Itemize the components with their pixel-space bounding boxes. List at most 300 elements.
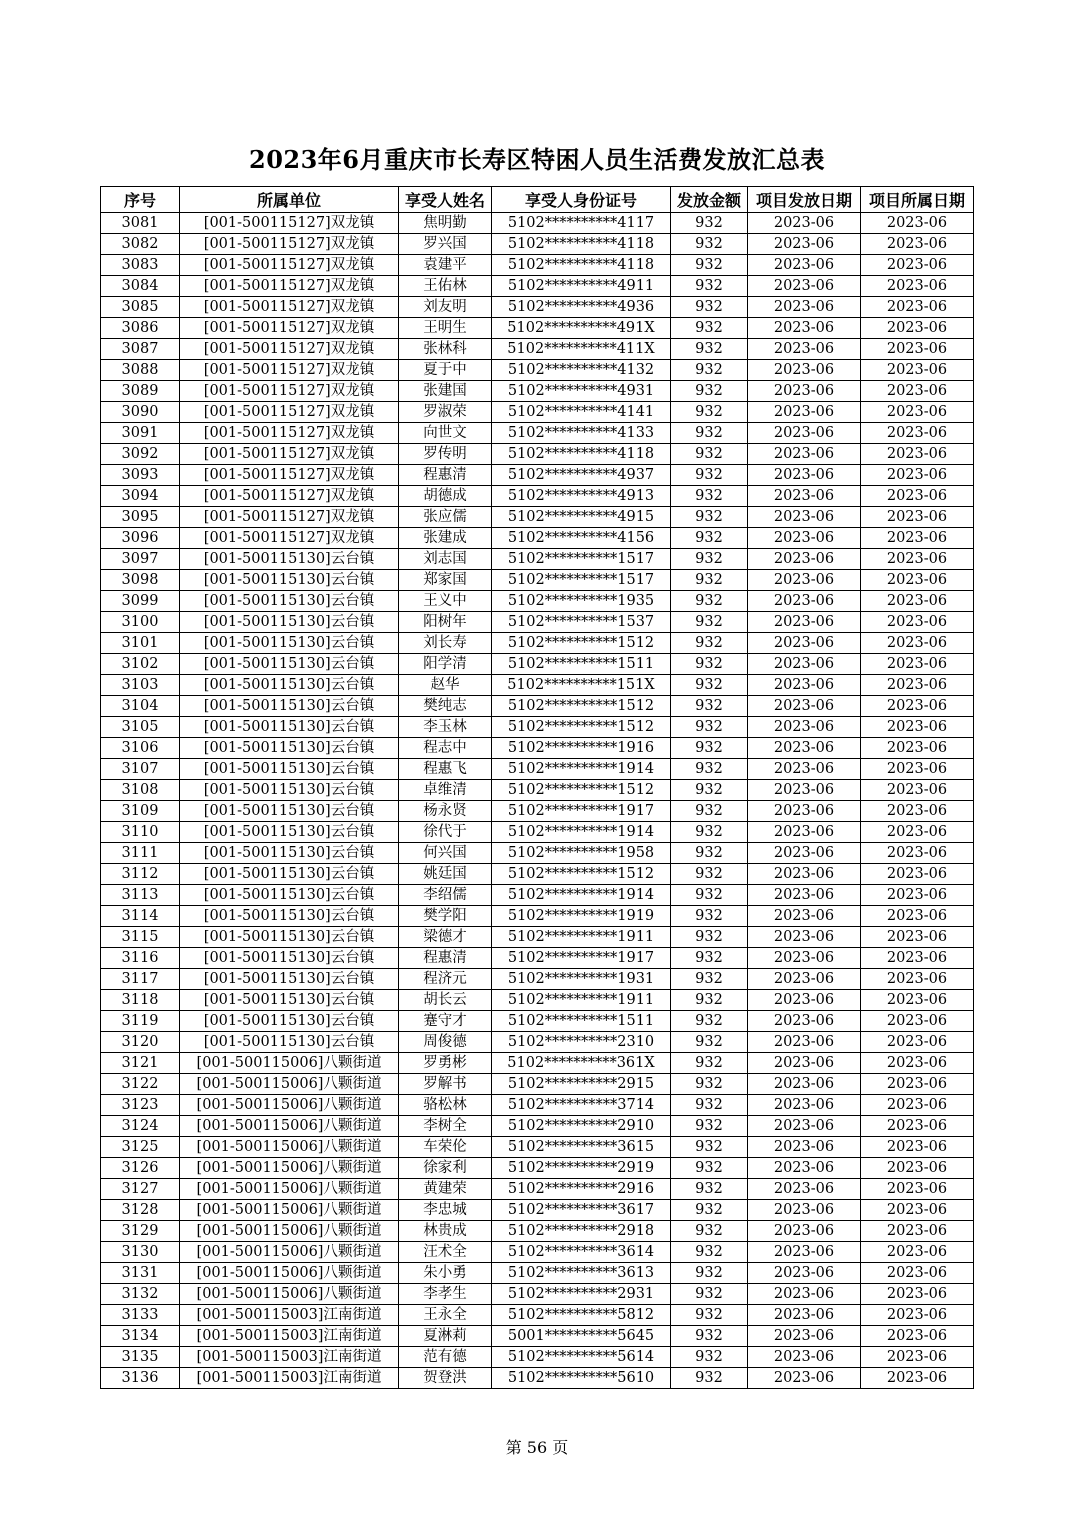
period-date-cell: 2023-06: [861, 948, 974, 969]
table-row: [101, 402, 974, 423]
unit-cell: [001-500115130]云台镇: [180, 633, 399, 654]
issue-date-cell: 2023-06: [748, 591, 861, 612]
table-row: [101, 1074, 974, 1095]
period-date-cell: 2023-06: [861, 696, 974, 717]
table-row: [101, 654, 974, 675]
name-cell: 姚廷国: [399, 864, 492, 885]
unit-cell: [001-500115130]云台镇: [180, 990, 399, 1011]
row-index: 3130: [101, 1242, 180, 1263]
id-number-cell: 5102**********3613: [492, 1263, 671, 1284]
id-number-cell: 5102**********1512: [492, 717, 671, 738]
id-number-cell: 5102**********1517: [492, 549, 671, 570]
row-index: 3124: [101, 1116, 180, 1137]
amount-cell: 932: [671, 318, 748, 339]
amount-cell: 932: [671, 381, 748, 402]
name-cell: 骆松林: [399, 1095, 492, 1116]
unit-cell: [001-500115130]云台镇: [180, 549, 399, 570]
amount-cell: 932: [671, 1368, 748, 1389]
unit-cell: [001-500115130]云台镇: [180, 801, 399, 822]
amount-cell: 932: [671, 1242, 748, 1263]
name-cell: 李孝生: [399, 1284, 492, 1305]
period-date-cell: 2023-06: [861, 381, 974, 402]
unit-cell: [001-500115130]云台镇: [180, 843, 399, 864]
amount-cell: 932: [671, 1011, 748, 1032]
table-row: [101, 1221, 974, 1242]
amount-cell: 932: [671, 465, 748, 486]
unit-cell: [001-500115127]双龙镇: [180, 444, 399, 465]
unit-cell: [001-500115006]八颗街道: [180, 1074, 399, 1095]
period-date-cell: 2023-06: [861, 1137, 974, 1158]
id-number-cell: 5102**********411X: [492, 339, 671, 360]
period-date-cell: 2023-06: [861, 339, 974, 360]
id-number-cell: 5102**********4133: [492, 423, 671, 444]
unit-cell: [001-500115130]云台镇: [180, 717, 399, 738]
id-number-cell: 5102**********2915: [492, 1074, 671, 1095]
row-index: 3085: [101, 297, 180, 318]
column-header: 项目发放日期: [748, 187, 861, 213]
id-number-cell: 5102**********3714: [492, 1095, 671, 1116]
unit-cell: [001-500115003]江南街道: [180, 1368, 399, 1389]
id-number-cell: 5102**********1914: [492, 759, 671, 780]
unit-cell: [001-500115127]双龙镇: [180, 318, 399, 339]
name-cell: 程惠清: [399, 948, 492, 969]
unit-cell: [001-500115127]双龙镇: [180, 234, 399, 255]
id-number-cell: 5102**********1512: [492, 633, 671, 654]
issue-date-cell: 2023-06: [748, 738, 861, 759]
row-index: 3115: [101, 927, 180, 948]
amount-cell: 932: [671, 885, 748, 906]
amount-cell: 932: [671, 969, 748, 990]
period-date-cell: 2023-06: [861, 1263, 974, 1284]
name-cell: 胡德成: [399, 486, 492, 507]
id-number-cell: 5102**********2931: [492, 1284, 671, 1305]
table-row: [101, 297, 974, 318]
table-row: [101, 465, 974, 486]
column-header: 发放金额: [671, 187, 748, 213]
name-cell: 王佑林: [399, 276, 492, 297]
row-index: 3099: [101, 591, 180, 612]
name-cell: 王永全: [399, 1305, 492, 1326]
row-index: 3136: [101, 1368, 180, 1389]
period-date-cell: 2023-06: [861, 759, 974, 780]
period-date-cell: 2023-06: [861, 780, 974, 801]
row-index: 3126: [101, 1158, 180, 1179]
unit-cell: [001-500115127]双龙镇: [180, 402, 399, 423]
id-number-cell: 5102**********4118: [492, 234, 671, 255]
table-row: [101, 591, 974, 612]
id-number-cell: 5102**********1914: [492, 885, 671, 906]
amount-cell: 932: [671, 297, 748, 318]
amount-cell: 932: [671, 906, 748, 927]
issue-date-cell: 2023-06: [748, 444, 861, 465]
page-title: 2023年6月重庆市长寿区特困人员生活费发放汇总表: [249, 145, 825, 174]
period-date-cell: 2023-06: [861, 318, 974, 339]
id-number-cell: 5102**********3615: [492, 1137, 671, 1158]
amount-cell: 932: [671, 1179, 748, 1200]
issue-date-cell: 2023-06: [748, 654, 861, 675]
unit-cell: [001-500115127]双龙镇: [180, 297, 399, 318]
table-row: [101, 738, 974, 759]
row-index: 3101: [101, 633, 180, 654]
table-row: [101, 1263, 974, 1284]
unit-cell: [001-500115127]双龙镇: [180, 528, 399, 549]
issue-date-cell: 2023-06: [748, 507, 861, 528]
row-index: 3125: [101, 1137, 180, 1158]
unit-cell: [001-500115130]云台镇: [180, 591, 399, 612]
id-number-cell: 5102**********4141: [492, 402, 671, 423]
name-cell: 罗兴国: [399, 234, 492, 255]
period-date-cell: 2023-06: [861, 549, 974, 570]
row-index: 3120: [101, 1032, 180, 1053]
table-row: [101, 213, 974, 234]
period-date-cell: 2023-06: [861, 444, 974, 465]
issue-date-cell: 2023-06: [748, 1158, 861, 1179]
period-date-cell: 2023-06: [861, 1179, 974, 1200]
name-cell: 樊纯志: [399, 696, 492, 717]
name-cell: 郑家国: [399, 570, 492, 591]
column-header: 序号: [101, 187, 180, 213]
issue-date-cell: 2023-06: [748, 990, 861, 1011]
period-date-cell: 2023-06: [861, 297, 974, 318]
issue-date-cell: 2023-06: [748, 1116, 861, 1137]
amount-cell: 932: [671, 822, 748, 843]
issue-date-cell: 2023-06: [748, 1137, 861, 1158]
issue-date-cell: 2023-06: [748, 822, 861, 843]
issue-date-cell: 2023-06: [748, 864, 861, 885]
amount-cell: 932: [671, 801, 748, 822]
amount-cell: 932: [671, 1200, 748, 1221]
unit-cell: [001-500115006]八颗街道: [180, 1284, 399, 1305]
period-date-cell: 2023-06: [861, 1116, 974, 1137]
row-index: 3129: [101, 1221, 180, 1242]
amount-cell: 932: [671, 1305, 748, 1326]
table-row: [101, 570, 974, 591]
unit-cell: [001-500115130]云台镇: [180, 1011, 399, 1032]
table-row: [101, 444, 974, 465]
table-row: [101, 948, 974, 969]
unit-cell: [001-500115127]双龙镇: [180, 486, 399, 507]
issue-date-cell: 2023-06: [748, 906, 861, 927]
table-row: [101, 1116, 974, 1137]
amount-cell: 932: [671, 339, 748, 360]
amount-cell: 932: [671, 1074, 748, 1095]
issue-date-cell: 2023-06: [748, 1347, 861, 1368]
unit-cell: [001-500115127]双龙镇: [180, 423, 399, 444]
table-row: [101, 1158, 974, 1179]
name-cell: 车荣伦: [399, 1137, 492, 1158]
name-cell: 黄建荣: [399, 1179, 492, 1200]
period-date-cell: 2023-06: [861, 1242, 974, 1263]
id-number-cell: 5102**********4118: [492, 444, 671, 465]
period-date-cell: 2023-06: [861, 801, 974, 822]
table-row: [101, 423, 974, 444]
table-row: [101, 276, 974, 297]
amount-cell: 932: [671, 276, 748, 297]
name-cell: 罗传明: [399, 444, 492, 465]
id-number-cell: 5102**********1537: [492, 612, 671, 633]
row-index: 3127: [101, 1179, 180, 1200]
period-date-cell: 2023-06: [861, 423, 974, 444]
row-index: 3122: [101, 1074, 180, 1095]
id-number-cell: 5102**********1512: [492, 696, 671, 717]
table-row: [101, 549, 974, 570]
unit-cell: [001-500115130]云台镇: [180, 969, 399, 990]
id-number-cell: 5102**********5812: [492, 1305, 671, 1326]
id-number-cell: 5102**********5614: [492, 1347, 671, 1368]
name-cell: 夏淋莉: [399, 1326, 492, 1347]
table-row: [101, 990, 974, 1011]
issue-date-cell: 2023-06: [748, 402, 861, 423]
amount-cell: 932: [671, 1284, 748, 1305]
amount-cell: 932: [671, 423, 748, 444]
id-number-cell: 5102**********1935: [492, 591, 671, 612]
id-number-cell: 5102**********2919: [492, 1158, 671, 1179]
row-index: 3116: [101, 948, 180, 969]
amount-cell: 932: [671, 780, 748, 801]
period-date-cell: 2023-06: [861, 465, 974, 486]
row-index: 3107: [101, 759, 180, 780]
issue-date-cell: 2023-06: [748, 528, 861, 549]
amount-cell: 932: [671, 1263, 748, 1284]
name-cell: 罗勇彬: [399, 1053, 492, 1074]
name-cell: 林贵成: [399, 1221, 492, 1242]
amount-cell: 932: [671, 528, 748, 549]
id-number-cell: 5102**********1914: [492, 822, 671, 843]
issue-date-cell: 2023-06: [748, 276, 861, 297]
name-cell: 刘志国: [399, 549, 492, 570]
id-number-cell: 5102**********1911: [492, 927, 671, 948]
id-number-cell: 5102**********4915: [492, 507, 671, 528]
table-row: [101, 1305, 974, 1326]
table-row: [101, 822, 974, 843]
unit-cell: [001-500115006]八颗街道: [180, 1263, 399, 1284]
amount-cell: 932: [671, 738, 748, 759]
amount-cell: 932: [671, 549, 748, 570]
table-row: [101, 1242, 974, 1263]
row-index: 3106: [101, 738, 180, 759]
id-number-cell: 5102**********1511: [492, 1011, 671, 1032]
period-date-cell: 2023-06: [861, 843, 974, 864]
unit-cell: [001-500115003]江南街道: [180, 1305, 399, 1326]
issue-date-cell: 2023-06: [748, 486, 861, 507]
unit-cell: [001-500115127]双龙镇: [180, 213, 399, 234]
unit-cell: [001-500115130]云台镇: [180, 822, 399, 843]
id-number-cell: 5102**********1512: [492, 780, 671, 801]
unit-cell: [001-500115130]云台镇: [180, 738, 399, 759]
amount-cell: 932: [671, 1137, 748, 1158]
table-row: [101, 633, 974, 654]
issue-date-cell: 2023-06: [748, 1179, 861, 1200]
issue-date-cell: 2023-06: [748, 360, 861, 381]
period-date-cell: 2023-06: [861, 675, 974, 696]
amount-cell: 932: [671, 612, 748, 633]
amount-cell: 932: [671, 864, 748, 885]
row-index: 3093: [101, 465, 180, 486]
amount-cell: 932: [671, 1221, 748, 1242]
table-row: [101, 1200, 974, 1221]
table-body: [101, 213, 974, 1389]
row-index: 3102: [101, 654, 180, 675]
period-date-cell: 2023-06: [861, 360, 974, 381]
table-row: [101, 885, 974, 906]
name-cell: 汪术全: [399, 1242, 492, 1263]
row-index: 3109: [101, 801, 180, 822]
name-cell: 程济元: [399, 969, 492, 990]
period-date-cell: 2023-06: [861, 906, 974, 927]
name-cell: 杨永贤: [399, 801, 492, 822]
amount-cell: 932: [671, 1326, 748, 1347]
amount-cell: 932: [671, 696, 748, 717]
period-date-cell: 2023-06: [861, 1095, 974, 1116]
issue-date-cell: 2023-06: [748, 1095, 861, 1116]
table-row: [101, 612, 974, 633]
row-index: 3118: [101, 990, 180, 1011]
name-cell: 张林科: [399, 339, 492, 360]
table-row: [101, 1095, 974, 1116]
id-number-cell: 5102**********1958: [492, 843, 671, 864]
name-cell: 程惠飞: [399, 759, 492, 780]
table-row: [101, 801, 974, 822]
id-number-cell: 5102**********2310: [492, 1032, 671, 1053]
period-date-cell: 2023-06: [861, 633, 974, 654]
id-number-cell: 5102**********3614: [492, 1242, 671, 1263]
name-cell: 樊学阳: [399, 906, 492, 927]
issue-date-cell: 2023-06: [748, 255, 861, 276]
issue-date-cell: 2023-06: [748, 1368, 861, 1389]
name-cell: 卓维清: [399, 780, 492, 801]
table-row: [101, 1137, 974, 1158]
name-cell: 张建成: [399, 528, 492, 549]
row-index: 3135: [101, 1347, 180, 1368]
id-number-cell: 5102**********491X: [492, 318, 671, 339]
period-date-cell: 2023-06: [861, 486, 974, 507]
name-cell: 范有德: [399, 1347, 492, 1368]
period-date-cell: 2023-06: [861, 717, 974, 738]
id-number-cell: 5102**********4117: [492, 213, 671, 234]
unit-cell: [001-500115003]江南街道: [180, 1347, 399, 1368]
row-index: 3104: [101, 696, 180, 717]
issue-date-cell: 2023-06: [748, 423, 861, 444]
issue-date-cell: 2023-06: [748, 1284, 861, 1305]
payment-table: [100, 186, 974, 1389]
issue-date-cell: 2023-06: [748, 381, 861, 402]
row-index: 3134: [101, 1326, 180, 1347]
issue-date-cell: 2023-06: [748, 213, 861, 234]
id-number-cell: 5102**********4156: [492, 528, 671, 549]
issue-date-cell: 2023-06: [748, 549, 861, 570]
period-date-cell: 2023-06: [861, 234, 974, 255]
amount-cell: 932: [671, 927, 748, 948]
unit-cell: [001-500115130]云台镇: [180, 675, 399, 696]
amount-cell: 932: [671, 1032, 748, 1053]
column-header: 所属单位: [180, 187, 399, 213]
name-cell: 蹇守才: [399, 1011, 492, 1032]
table-row: [101, 864, 974, 885]
table-row: [101, 255, 974, 276]
name-cell: 何兴国: [399, 843, 492, 864]
row-index: 3105: [101, 717, 180, 738]
id-number-cell: 5102**********1931: [492, 969, 671, 990]
name-cell: 阳学清: [399, 654, 492, 675]
column-header: 项目所属日期: [861, 187, 974, 213]
amount-cell: 932: [671, 759, 748, 780]
unit-cell: [001-500115003]江南街道: [180, 1326, 399, 1347]
unit-cell: [001-500115006]八颗街道: [180, 1158, 399, 1179]
table-row: [101, 759, 974, 780]
period-date-cell: 2023-06: [861, 1074, 974, 1095]
id-number-cell: 5102**********4936: [492, 297, 671, 318]
issue-date-cell: 2023-06: [748, 339, 861, 360]
issue-date-cell: 2023-06: [748, 318, 861, 339]
unit-cell: [001-500115127]双龙镇: [180, 255, 399, 276]
row-index: 3088: [101, 360, 180, 381]
unit-cell: [001-500115130]云台镇: [180, 780, 399, 801]
amount-cell: 932: [671, 1116, 748, 1137]
page-number: 第 56 页: [505, 1438, 569, 1457]
period-date-cell: 2023-06: [861, 1011, 974, 1032]
name-cell: 罗淑荣: [399, 402, 492, 423]
table-row: [101, 1011, 974, 1032]
id-number-cell: 5102**********1917: [492, 801, 671, 822]
id-number-cell: 5001**********5645: [492, 1326, 671, 1347]
unit-cell: [001-500115127]双龙镇: [180, 276, 399, 297]
row-index: 3128: [101, 1200, 180, 1221]
issue-date-cell: 2023-06: [748, 843, 861, 864]
row-index: 3086: [101, 318, 180, 339]
period-date-cell: 2023-06: [861, 1368, 974, 1389]
issue-date-cell: 2023-06: [748, 780, 861, 801]
issue-date-cell: 2023-06: [748, 675, 861, 696]
row-index: 3091: [101, 423, 180, 444]
period-date-cell: 2023-06: [861, 507, 974, 528]
unit-cell: [001-500115006]八颗街道: [180, 1137, 399, 1158]
table-row: [101, 1053, 974, 1074]
period-date-cell: 2023-06: [861, 528, 974, 549]
amount-cell: 932: [671, 1095, 748, 1116]
unit-cell: [001-500115130]云台镇: [180, 927, 399, 948]
row-index: 3098: [101, 570, 180, 591]
id-number-cell: 5102**********2910: [492, 1116, 671, 1137]
row-index: 3094: [101, 486, 180, 507]
period-date-cell: 2023-06: [861, 822, 974, 843]
row-index: 3110: [101, 822, 180, 843]
table-row: [101, 360, 974, 381]
unit-cell: [001-500115127]双龙镇: [180, 381, 399, 402]
table-row: [101, 1326, 974, 1347]
unit-cell: [001-500115130]云台镇: [180, 654, 399, 675]
issue-date-cell: 2023-06: [748, 465, 861, 486]
issue-date-cell: 2023-06: [748, 696, 861, 717]
issue-date-cell: 2023-06: [748, 927, 861, 948]
name-cell: 王明生: [399, 318, 492, 339]
row-index: 3117: [101, 969, 180, 990]
name-cell: 胡长云: [399, 990, 492, 1011]
name-cell: 赵华: [399, 675, 492, 696]
row-index: 3108: [101, 780, 180, 801]
amount-cell: 932: [671, 1347, 748, 1368]
issue-date-cell: 2023-06: [748, 612, 861, 633]
table-row: [101, 1368, 974, 1389]
table-row: [101, 1284, 974, 1305]
id-number-cell: 5102**********4931: [492, 381, 671, 402]
period-date-cell: 2023-06: [861, 276, 974, 297]
id-number-cell: 5102**********1916: [492, 738, 671, 759]
name-cell: 李绍儒: [399, 885, 492, 906]
name-cell: 张应儒: [399, 507, 492, 528]
row-index: 3121: [101, 1053, 180, 1074]
table-row: [101, 234, 974, 255]
row-index: 3087: [101, 339, 180, 360]
